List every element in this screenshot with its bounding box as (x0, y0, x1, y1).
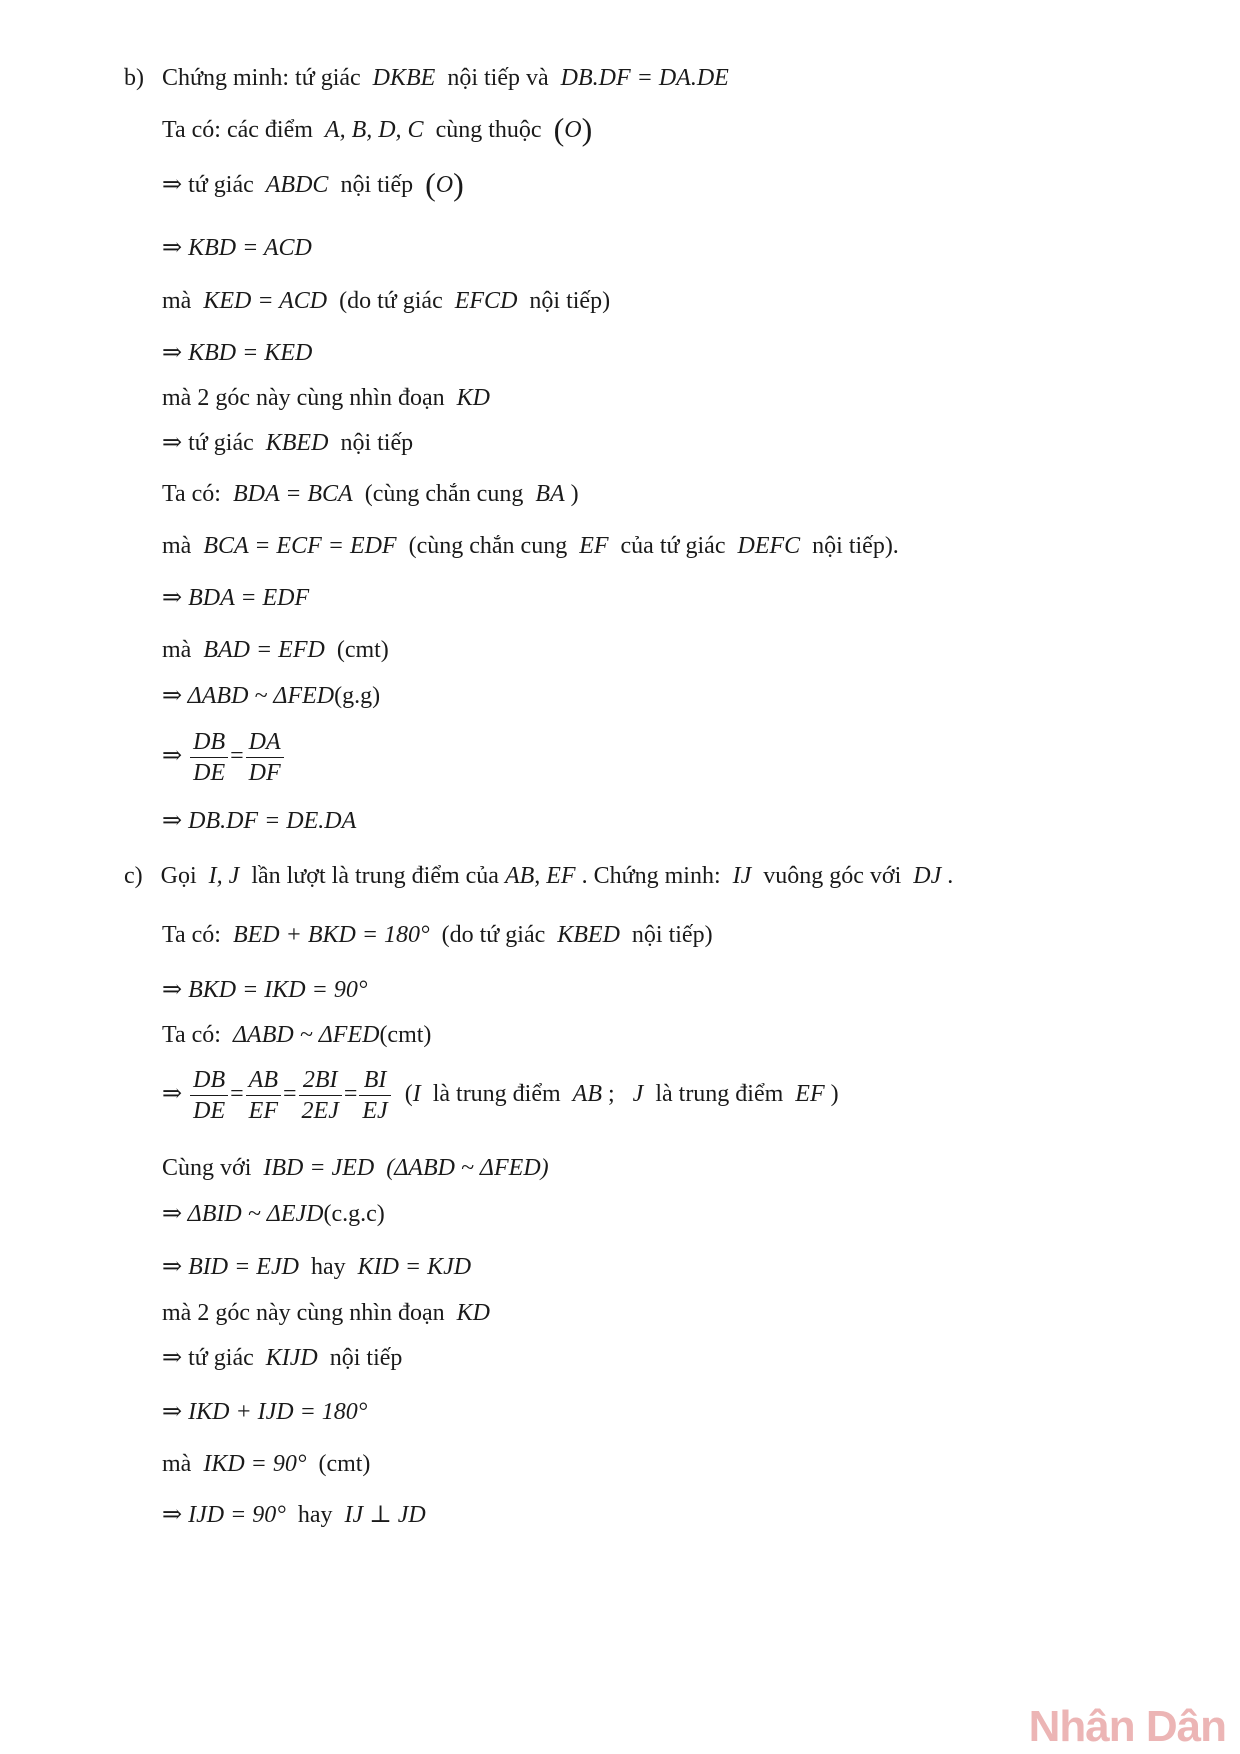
part-b-title: b) Chứng minh: tứ giác DKBE nội tiếp và DB.DF = DA.DE (124, 65, 729, 91)
nhan-dan-watermark-logo: Nhân Dân (1028, 1702, 1226, 1751)
proof-line: mà BAD = EFD (cmt) (162, 637, 389, 663)
proof-line: mà 2 góc này cùng nhìn đoạn KD (162, 1300, 490, 1326)
proof-line: ⇒ BID = EJD hay KID = KJD (162, 1254, 472, 1280)
proof-line: ⇒ BKD = IKD = 90° (162, 977, 368, 1003)
part-c-title: c) Gọi I, J lần lượt là trung điểm của AB, EF . Chứng minh: IJ vuông góc với DJ . (124, 863, 954, 889)
proof-line: mà 2 góc này cùng nhìn đoạn KD (162, 385, 490, 411)
proof-line: mà KED = ACD (do tứ giác EFCD nội tiếp) (162, 288, 611, 314)
fraction: $\frac{BI}{EJ}$ (359, 1065, 390, 1126)
proof-line: mà BCA = ECF = EDF (cùng chắn cung EF của tứ giác DEFC nội tiếp). (162, 533, 899, 559)
proof-line: Cùng với IBD = JED (ΔABD ~ ΔFED) (162, 1155, 549, 1181)
fraction-line: ⇒ $\frac{DB}{DE}$ = $\frac{DA}{DF}$ (162, 727, 286, 788)
proof-line: Ta có: BED + BKD = 180° (do tứ giác KBED nội tiếp) (162, 922, 713, 948)
fraction: $\frac{DB}{DE}$ (190, 1065, 228, 1126)
proof-line: ⇒ IJD = 90° hay IJ ⊥ JD (162, 1502, 426, 1528)
proof-line: Ta có: BDA = BCA (cùng chắn cung BA ) (162, 481, 579, 507)
proof-line: Ta có: ΔABD ~ ΔFED(cmt) (162, 1022, 432, 1048)
fraction: $\frac{DB}{DE}$ (190, 727, 228, 788)
proof-line: ⇒ ΔABD ~ ΔFED(g.g) (162, 683, 381, 709)
fraction: $\frac{DA}{DF}$ (246, 727, 284, 788)
part-b-label: b) (124, 65, 144, 91)
proof-line: ⇒ tứ giác KIJD nội tiếp (162, 1345, 403, 1371)
part-c-label: c) (124, 863, 143, 889)
proof-line: ⇒ KBD = KED (162, 340, 313, 366)
proof-line: ⇒ IKD + IJD = 180° (162, 1399, 368, 1425)
proof-line: ⇒ BDA = EDF (162, 585, 310, 611)
proof-line: Ta có: các điểm A, B, D, C cùng thuộc (O) (162, 111, 593, 147)
fraction-line: ⇒ $\frac{DB}{DE}$ = $\frac{AB}{EF}$ = $\frac{2BI}{2EJ}$ = $\frac{BI}{EJ}$ (I là trung điểm AB ; J là trung điểm EF ) (162, 1067, 839, 1124)
proof-line: ⇒ KBD = ACD (162, 235, 312, 261)
proof-line: ⇒ tứ giác KBED nội tiếp (162, 430, 414, 456)
fraction: $\frac{2BI}{2EJ}$ (299, 1065, 342, 1126)
fraction: $\frac{AB}{EF}$ (246, 1065, 281, 1126)
proof-line: ⇒ tứ giác ABDC nội tiếp (O) (162, 166, 464, 202)
proof-line: ⇒ DB.DF = DE.DA (162, 808, 357, 834)
proof-line: mà IKD = 90° (cmt) (162, 1451, 371, 1477)
proof-line: ⇒ ΔBID ~ ΔEJD(c.g.c) (162, 1201, 385, 1227)
